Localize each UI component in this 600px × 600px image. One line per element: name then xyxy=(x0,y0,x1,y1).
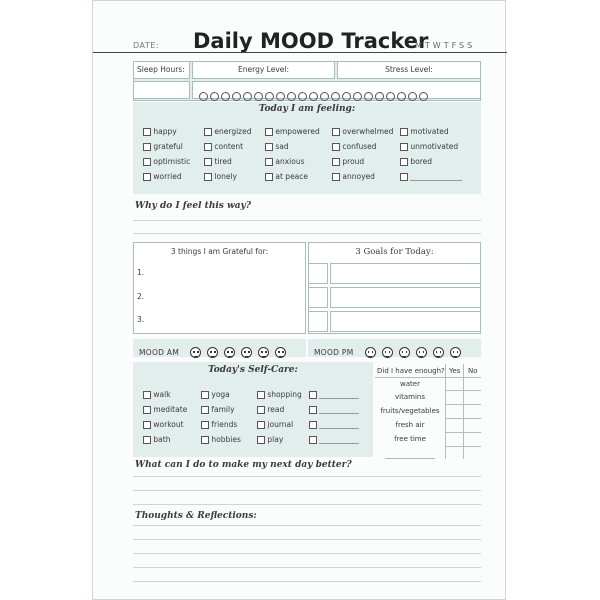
feeling-option[interactable]: lonely xyxy=(204,172,265,181)
level-circle[interactable] xyxy=(309,92,318,101)
sleep-label: Sleep Hours: xyxy=(137,65,185,74)
weekdays-label: MTWTFSS xyxy=(415,41,476,50)
checkbox[interactable] xyxy=(257,421,265,429)
checkbox[interactable] xyxy=(332,128,340,136)
feeling-option[interactable]: proud xyxy=(332,157,400,166)
writing-line xyxy=(133,490,481,491)
mood-pm-bar xyxy=(308,339,481,357)
grateful-item-1[interactable]: 1. xyxy=(137,268,145,277)
mood-face-icon[interactable] xyxy=(190,347,201,358)
grateful-item-2[interactable]: 2. xyxy=(137,292,145,301)
level-circle[interactable] xyxy=(386,92,395,101)
checkbox[interactable] xyxy=(332,158,340,166)
feeling-option[interactable]: annoyed xyxy=(332,172,400,181)
checkbox[interactable] xyxy=(400,128,408,136)
feeling-custom-option[interactable] xyxy=(400,172,473,181)
checkbox[interactable] xyxy=(332,173,340,181)
checkbox[interactable] xyxy=(143,173,151,181)
custom-blank[interactable] xyxy=(319,398,359,399)
feeling-option[interactable]: bored xyxy=(400,157,473,166)
mood-face-icon[interactable] xyxy=(365,347,376,358)
selfcare-option[interactable]: journal xyxy=(257,420,309,429)
feeling-option[interactable]: happy xyxy=(143,127,204,136)
mood-face-icon[interactable] xyxy=(241,347,252,358)
enough-header: Did I have enough? xyxy=(377,367,445,375)
better-prompt: What can I do to make my next day better? xyxy=(135,460,352,470)
checkbox[interactable] xyxy=(265,173,273,181)
feeling-option[interactable]: confused xyxy=(332,142,400,151)
custom-blank[interactable] xyxy=(410,180,462,181)
enough-row-label: fruits/vegetables xyxy=(380,407,440,415)
writing-line xyxy=(133,220,481,221)
level-circle[interactable] xyxy=(353,92,362,101)
feeling-title: Today I am feeling: xyxy=(258,104,356,114)
enough-col-divider xyxy=(463,364,464,459)
checkbox[interactable] xyxy=(400,143,408,151)
level-circle[interactable] xyxy=(265,92,274,101)
enough-row-label: water xyxy=(400,380,420,388)
level-circle[interactable] xyxy=(287,92,296,101)
feeling-option[interactable]: tired xyxy=(204,157,265,166)
mood-face-icon[interactable] xyxy=(382,347,393,358)
level-circle[interactable] xyxy=(419,92,428,101)
level-circle[interactable] xyxy=(331,92,340,101)
enough-row-divider xyxy=(445,390,481,391)
mood-face-icon[interactable] xyxy=(416,347,427,358)
sleep-input[interactable] xyxy=(133,81,190,99)
selfcare-option[interactable]: hobbies xyxy=(201,435,257,444)
selfcare-custom-option[interactable] xyxy=(309,435,369,444)
feeling-option[interactable]: grateful xyxy=(143,142,204,151)
level-circle[interactable] xyxy=(375,92,384,101)
mood-am-bar xyxy=(133,339,306,357)
mood-am-label: MOOD AM xyxy=(139,348,180,357)
writing-line xyxy=(133,233,481,234)
date-label: DATE: xyxy=(133,41,160,50)
checkbox[interactable] xyxy=(265,128,273,136)
level-circle[interactable] xyxy=(276,92,285,101)
level-circle[interactable] xyxy=(210,92,219,101)
checkbox[interactable] xyxy=(204,173,212,181)
goals-title: 3 Goals for Today: xyxy=(355,247,434,257)
feeling-option[interactable]: sad xyxy=(265,142,332,151)
mood-face-icon[interactable] xyxy=(207,347,218,358)
writing-line xyxy=(133,476,481,477)
enough-row-divider xyxy=(445,404,481,405)
feeling-option[interactable]: worried xyxy=(143,172,204,181)
stress-label-cell xyxy=(337,61,481,79)
selfcare-option[interactable]: family xyxy=(201,405,257,414)
energy-label: Energy Level: xyxy=(238,65,289,74)
checkbox[interactable] xyxy=(143,406,151,414)
page-title: Daily MOOD Tracker xyxy=(193,29,429,53)
enough-row-label: vitamins xyxy=(395,393,425,401)
mood-face-icon[interactable] xyxy=(275,347,286,358)
enough-row-label: free time xyxy=(394,435,426,443)
checkbox[interactable] xyxy=(201,421,209,429)
feeling-option[interactable]: motivated xyxy=(400,127,473,136)
enough-no-header: No xyxy=(468,367,478,375)
goal-check-2[interactable] xyxy=(308,287,328,308)
mood-face-icon[interactable] xyxy=(258,347,269,358)
thoughts-prompt: Thoughts & Reflections: xyxy=(135,511,257,521)
checkbox[interactable] xyxy=(309,436,317,444)
writing-line xyxy=(133,504,481,505)
goal-field-1[interactable] xyxy=(330,263,481,284)
enough-row-label: fresh air xyxy=(395,421,425,429)
enough-yes-header: Yes xyxy=(449,367,461,375)
selfcare-option[interactable]: workout xyxy=(143,420,201,429)
writing-line xyxy=(133,553,481,554)
checkbox[interactable] xyxy=(309,391,317,399)
energy-level-scale[interactable] xyxy=(192,81,481,99)
writing-line xyxy=(133,539,481,540)
checkbox[interactable] xyxy=(400,173,408,181)
level-circle[interactable] xyxy=(221,92,230,101)
custom-blank[interactable] xyxy=(319,428,359,429)
goal-check-3[interactable] xyxy=(308,311,328,332)
selfcare-grid xyxy=(143,390,373,444)
enough-row-divider xyxy=(445,446,481,447)
feeling-option[interactable]: energized xyxy=(204,127,265,136)
checkbox[interactable] xyxy=(309,406,317,414)
checkbox[interactable] xyxy=(265,143,273,151)
selfcare-option[interactable]: bath xyxy=(143,435,201,444)
mood-face-icon[interactable] xyxy=(450,347,461,358)
selfcare-option[interactable]: play xyxy=(257,435,309,444)
planner-page xyxy=(92,0,506,600)
checkbox[interactable] xyxy=(332,143,340,151)
selfcare-option[interactable]: read xyxy=(257,405,309,414)
selfcare-option[interactable]: yoga xyxy=(201,390,257,399)
checkbox[interactable] xyxy=(204,158,212,166)
enough-row-divider xyxy=(445,432,481,433)
feeling-option[interactable]: anxious xyxy=(265,157,332,166)
writing-line xyxy=(133,581,481,582)
selfcare-option[interactable]: meditate xyxy=(143,405,201,414)
level-circle[interactable] xyxy=(243,92,252,101)
level-circle[interactable] xyxy=(254,92,263,101)
mood-face-icon[interactable] xyxy=(433,347,444,358)
grateful-item-3[interactable]: 3. xyxy=(137,315,145,324)
mood-pm-label: MOOD PM xyxy=(314,348,354,357)
checkbox[interactable] xyxy=(201,391,209,399)
checkbox[interactable] xyxy=(204,143,212,151)
checkbox[interactable] xyxy=(143,128,151,136)
feeling-option[interactable]: empowered xyxy=(265,127,332,136)
feeling-option[interactable]: content xyxy=(204,142,265,151)
level-circle[interactable] xyxy=(342,92,351,101)
checkbox[interactable] xyxy=(201,406,209,414)
selfcare-option[interactable]: shopping xyxy=(257,390,309,399)
checkbox[interactable] xyxy=(257,436,265,444)
goal-field-3[interactable] xyxy=(330,311,481,332)
level-circle[interactable] xyxy=(408,92,417,101)
checkbox[interactable] xyxy=(201,436,209,444)
feeling-option[interactable]: unmotivated xyxy=(400,142,473,151)
custom-blank[interactable] xyxy=(319,443,359,444)
feeling-option[interactable]: overwhelmed xyxy=(332,127,400,136)
checkbox[interactable] xyxy=(265,158,273,166)
writing-line xyxy=(133,567,481,568)
goal-field-2[interactable] xyxy=(330,287,481,308)
feeling-grid xyxy=(143,127,473,181)
checkbox[interactable] xyxy=(257,391,265,399)
checkbox[interactable] xyxy=(143,436,151,444)
level-circle[interactable] xyxy=(199,92,208,101)
selfcare-option[interactable]: walk xyxy=(143,390,201,399)
writing-line xyxy=(133,525,481,526)
checkbox[interactable] xyxy=(143,421,151,429)
grateful-title: 3 things I am Grateful for: xyxy=(170,247,269,256)
mood-face-icon[interactable] xyxy=(224,347,235,358)
enough-row-divider xyxy=(445,418,481,419)
sleep-label-cell xyxy=(133,61,190,79)
checkbox[interactable] xyxy=(143,158,151,166)
enough-row-divider xyxy=(375,377,481,378)
checkbox[interactable] xyxy=(400,158,408,166)
checkbox[interactable] xyxy=(309,421,317,429)
selfcare-custom-option[interactable] xyxy=(309,420,369,429)
energy-label-cell xyxy=(192,61,335,79)
why-prompt: Why do I feel this way? xyxy=(135,201,252,211)
level-circle[interactable] xyxy=(298,92,307,101)
checkbox[interactable] xyxy=(257,406,265,414)
header-divider xyxy=(93,52,507,53)
level-circle[interactable] xyxy=(397,92,406,101)
stress-label: Stress Level: xyxy=(385,65,433,74)
level-circle[interactable] xyxy=(232,92,241,101)
custom-blank[interactable] xyxy=(319,413,359,414)
feeling-option[interactable]: optimistic xyxy=(143,157,204,166)
selfcare-custom-option[interactable] xyxy=(309,405,369,414)
enough-custom-line[interactable] xyxy=(385,458,435,459)
goal-check-1[interactable] xyxy=(308,263,328,284)
selfcare-title: Today's Self-Care: xyxy=(208,365,298,375)
enough-col-divider xyxy=(445,364,446,459)
level-circle[interactable] xyxy=(320,92,329,101)
feeling-option[interactable]: at peace xyxy=(265,172,332,181)
enough-table xyxy=(375,364,481,459)
checkbox[interactable] xyxy=(204,128,212,136)
selfcare-option[interactable]: friends xyxy=(201,420,257,429)
checkbox[interactable] xyxy=(143,143,151,151)
selfcare-custom-option[interactable] xyxy=(309,390,369,399)
mood-face-icon[interactable] xyxy=(399,347,410,358)
checkbox[interactable] xyxy=(143,391,151,399)
level-circle[interactable] xyxy=(364,92,373,101)
